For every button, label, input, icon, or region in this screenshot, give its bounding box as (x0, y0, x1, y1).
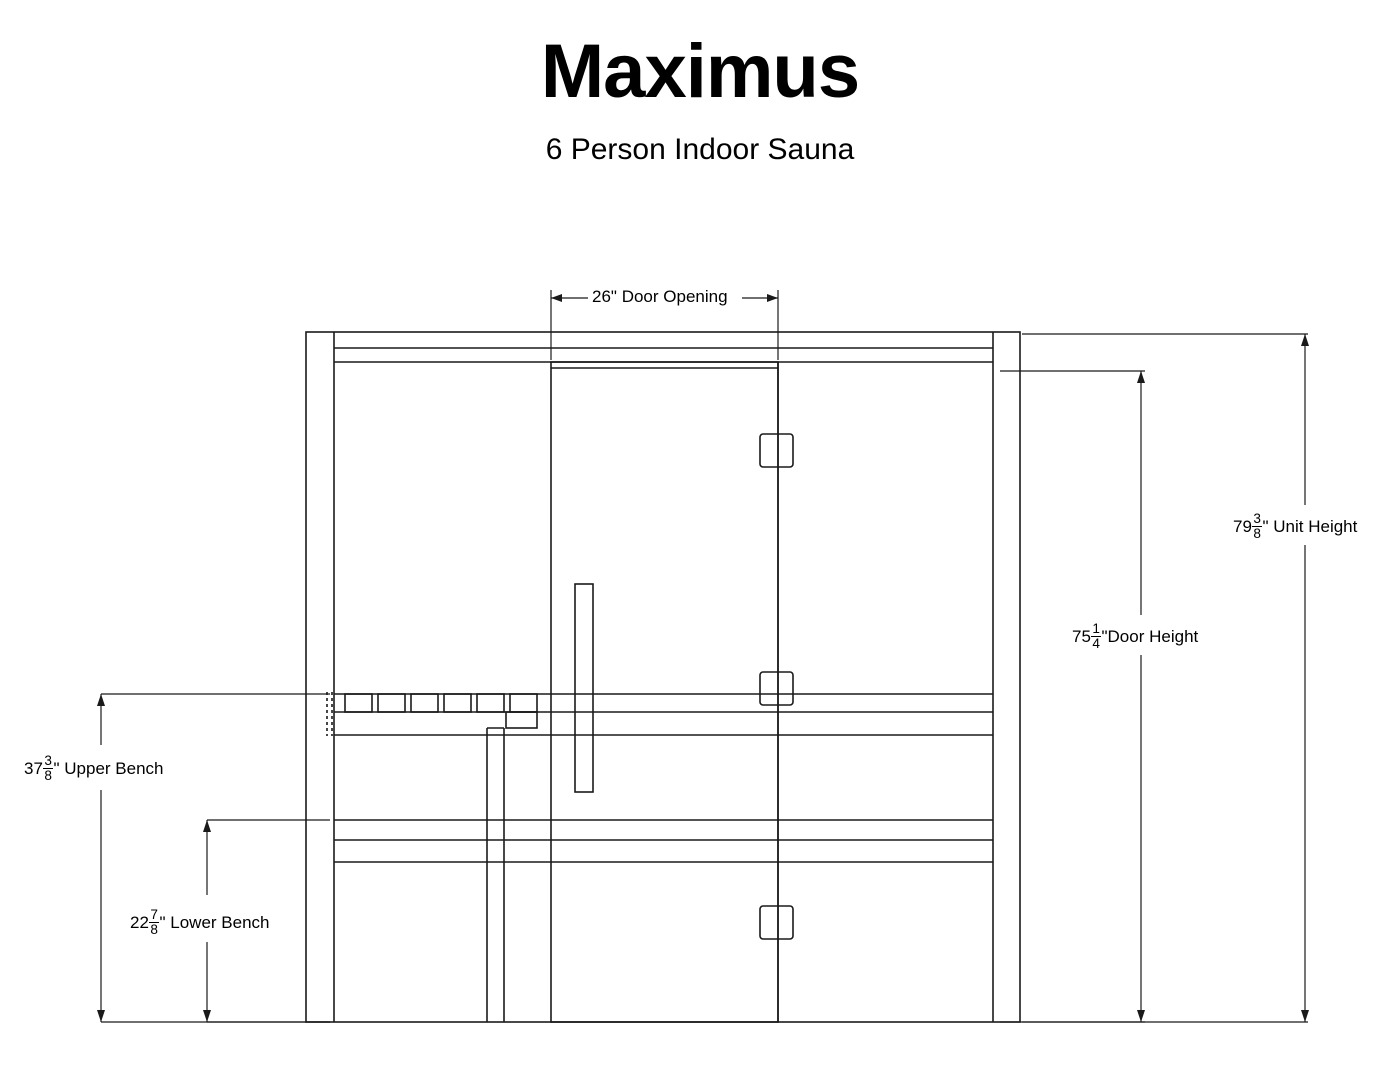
unit-height-text: Unit Height (1268, 517, 1358, 537)
lower-bench-unit: " (159, 913, 166, 933)
door-opening-unit: " (610, 287, 617, 306)
door-height-value: 75 (1072, 627, 1091, 647)
unit-height-unit: " (1262, 517, 1269, 537)
upper-bench-value: 37 (24, 759, 43, 779)
lower-bench (334, 820, 993, 862)
dimension-label-lower-bench (130, 908, 269, 937)
door-handle (575, 584, 593, 792)
unit-height-value: 79 (1233, 517, 1252, 537)
door-opening-text: Door Opening (616, 287, 728, 306)
dimension-label-door-height (1072, 622, 1198, 651)
dimension-label-upper-bench (24, 754, 163, 783)
door-height-fraction: $\frac{1}{4}$ (1092, 621, 1100, 651)
dimension-upper-bench (97, 694, 330, 1022)
lower-bench-value: 22 (130, 913, 149, 933)
door-opening-value: 26 (592, 287, 611, 306)
dimension-label-door-opening (592, 288, 728, 307)
upper-bench-text: Upper Bench (59, 759, 164, 779)
unit-height-fraction: $\frac{3}{8}$ (1253, 511, 1261, 541)
dimension-unit-height (1022, 334, 1309, 1022)
lower-bench-fraction: $\frac{7}{8}$ (150, 907, 158, 937)
page-title: Maximus (540, 29, 860, 114)
glass-door-assembly (551, 362, 778, 1022)
dimension-label-unit-height (1233, 512, 1357, 541)
bench-support-leg (487, 728, 504, 1022)
upper-bench-fraction: $\frac{3}{8}$ (44, 753, 52, 783)
lower-bench-text: Lower Bench (165, 913, 270, 933)
door-hinge-bottom (760, 906, 793, 939)
door-height-text: Door Height (1107, 627, 1199, 647)
door-hinge-top (760, 434, 793, 467)
door-hinge-middle (760, 672, 793, 705)
door-height-unit: " (1101, 627, 1108, 647)
upper-bench-unit: " (53, 759, 60, 779)
dimension-door-height (1000, 371, 1145, 1022)
page-subtitle: 6 Person Indoor Sauna (545, 133, 855, 166)
upper-bench (327, 692, 993, 736)
cabinet-outer-frame (306, 332, 1020, 1022)
